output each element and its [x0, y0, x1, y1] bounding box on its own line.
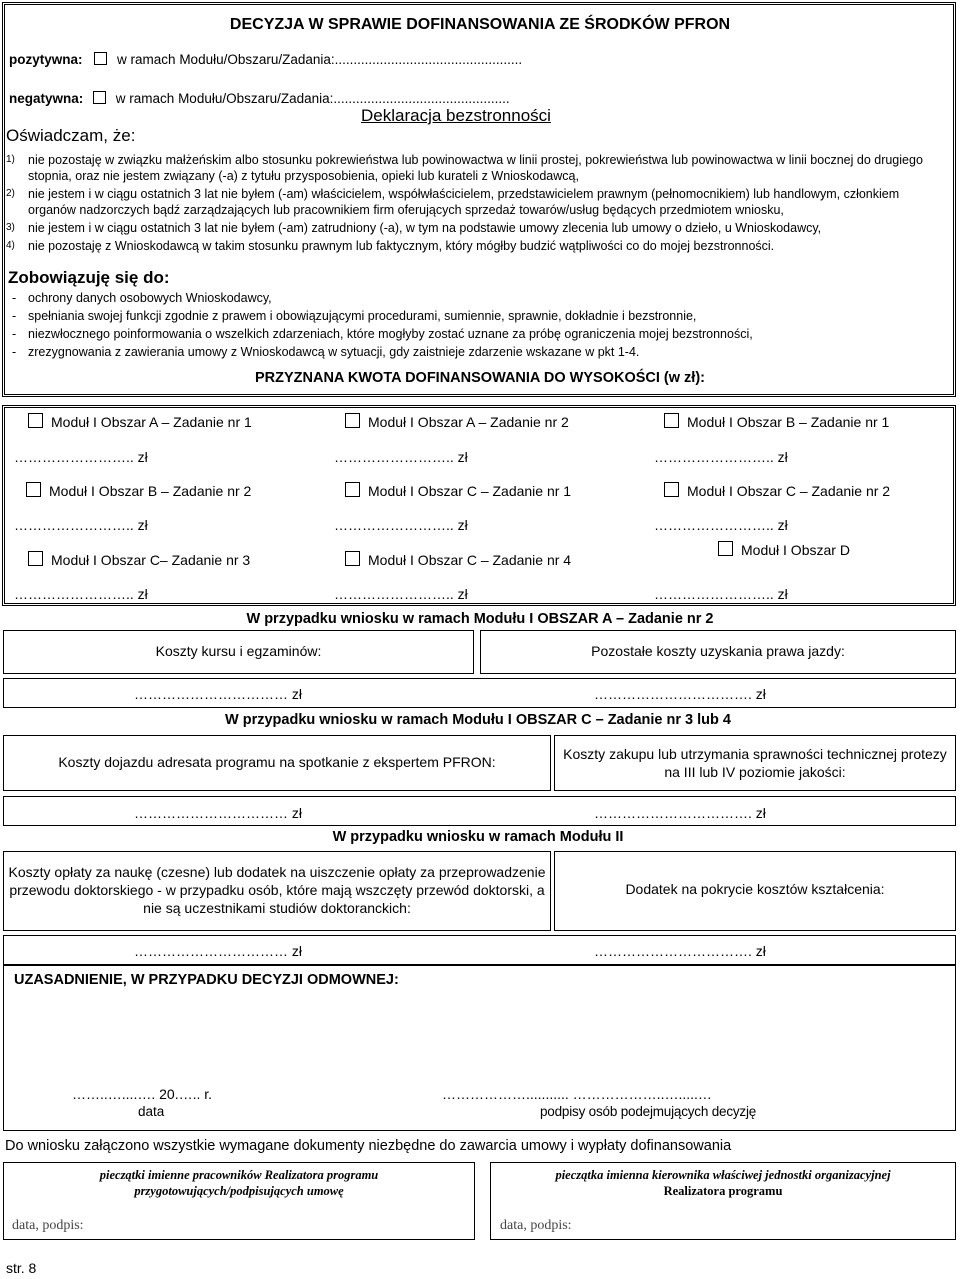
- negative-text: w ramach Modułu/Obszaru/Zadania:...............................................: [115, 91, 510, 106]
- declaration-intro: Oświadczam, że:: [6, 126, 136, 145]
- module-option[interactable]: Moduł I Obszar D: [718, 541, 850, 558]
- left-stamp-label-2: przygotowujących/podpisujących umowę: [134, 1184, 344, 1198]
- module-checkbox[interactable]: [28, 413, 43, 428]
- section-m2-left-amount[interactable]: …………………………… zł: [134, 943, 302, 959]
- module-option[interactable]: Moduł I Obszar A – Zadanie nr 2: [345, 413, 569, 430]
- negative-label: negatywna:: [9, 91, 84, 106]
- declaration-item: 2) nie jestem i w ciągu ostatnich 3 lat nie byłem (-am) właścicielem, współwłaścicielem, przedstawicielem prawnym (pełnomocnikiem) lub handlowym, członkiem organów nadzorczych bądź zarządzających lub pracownikiem firm oferujących sprzedaż towarów/usług będących przedmiotem wniosku,: [6, 187, 900, 217]
- obligation-item: - niezwłocznego poinformowania o wszelkich zdarzeniach, które mogłyby zostać uznane za próbę ograniczenia mojej bezstronności,: [6, 325, 950, 343]
- module-option[interactable]: Moduł I Obszar B – Zadanie nr 2: [26, 482, 251, 499]
- sign-date-label: data: [138, 1104, 165, 1119]
- positive-checkbox[interactable]: [94, 52, 107, 65]
- module-checkbox[interactable]: [664, 413, 679, 428]
- decision-negative-row: [9, 91, 510, 106]
- page-number: str. 8: [6, 1260, 37, 1276]
- section-c3-right-label: Koszty zakupu lub utrzymania sprawności technicznej protezy na III lub IV poziomie jakości:: [563, 746, 947, 780]
- module-amount[interactable]: …………………….. zł: [654, 517, 788, 533]
- sign-date-line[interactable]: ……..…....…. 20.….. r.: [72, 1086, 213, 1102]
- obligation-item: - zrezygnowania z zawierania umowy z Wnioskodawcą w sytuacji, gdy zaistnieje zdarzenie wskazane w pkt 1-4.: [6, 343, 950, 361]
- section-a2-left-label: Koszty kursu i egzaminów:: [155, 643, 322, 659]
- module-amount[interactable]: …………………….. zł: [654, 449, 788, 465]
- sign-signature-line[interactable]: ………………........... ………………..….....…: [442, 1086, 712, 1102]
- module-checkbox[interactable]: [345, 482, 360, 497]
- positive-label: pozytywna:: [9, 52, 83, 67]
- module-checkbox[interactable]: [718, 541, 733, 556]
- module-grid-box: [2, 405, 956, 606]
- negative-checkbox[interactable]: [93, 91, 106, 104]
- module-checkbox[interactable]: [345, 551, 360, 566]
- section-m2-right-amount[interactable]: ……………………………. zł: [594, 943, 766, 959]
- module-option[interactable]: Moduł I Obszar A – Zadanie nr 1: [28, 413, 252, 430]
- right-date-sign-label: data, podpis:: [500, 1218, 572, 1233]
- left-stamp-label-1: pieczątki imienne pracowników Realizatora programu: [99, 1168, 379, 1182]
- module-amount[interactable]: …………………….. zł: [14, 449, 148, 465]
- obligation-title: Zobowiązuję się do:: [8, 268, 170, 287]
- section-a2-right-label: Pozostałe koszty uzyskania prawa jazdy:: [591, 643, 845, 659]
- module-amount[interactable]: …………………….. zł: [334, 586, 468, 602]
- declaration-item: 3) nie jestem i w ciągu ostatnich 3 lat nie byłem (-am) zatrudniony (-a), w tym na podstawie umowy zlecenia lub umowy o dzieło, u Wnioskodawcy,: [6, 221, 822, 235]
- module-amount[interactable]: …………………….. zł: [14, 586, 148, 602]
- module-option[interactable]: Moduł I Obszar C– Zadanie nr 3: [28, 551, 250, 568]
- declaration-title: Deklaracja bezstronności: [361, 106, 551, 125]
- module-option[interactable]: Moduł I Obszar C – Zadanie nr 4: [345, 551, 571, 568]
- declaration-list: [6, 152, 950, 254]
- declaration-item: 4) nie pozostaję z Wnioskodawcą w takim stosunku prawnym lub faktycznym, który mógłby budzić wątpliwości co do mojej bezstronności.: [6, 239, 775, 253]
- module-checkbox[interactable]: [26, 482, 41, 497]
- attached-documents-statement: Do wniosku załączono wszystkie wymagane dokumenty niezbędne do zawarcia umowy i wypłaty dofinansowania: [5, 1138, 732, 1154]
- justification-title: UZASADNIENIE, W PRZYPADKU DECYZJI ODMOWNEJ:: [14, 972, 399, 988]
- section-m2-title: W przypadku wniosku w ramach Modułu II: [332, 829, 624, 845]
- decision-title: DECYZJA W SPRAWIE DOFINANSOWANIA ZE ŚRODKÓW PFRON: [229, 16, 731, 33]
- sign-signature-label: podpisy osób podejmujących decyzję: [540, 1104, 757, 1119]
- module-amount[interactable]: …………………….. zł: [14, 517, 148, 533]
- obligation-item: - ochrony danych osobowych Wnioskodawcy,: [6, 289, 950, 307]
- module-option[interactable]: Moduł I Obszar B – Zadanie nr 1: [664, 413, 889, 430]
- left-date-sign-label: data, podpis:: [12, 1218, 84, 1233]
- module-checkbox[interactable]: [28, 551, 43, 566]
- module-checkbox[interactable]: [345, 413, 360, 428]
- section-a2-title: W przypadku wniosku w ramach Modułu I OBSZAR A – Zadanie nr 2: [246, 611, 714, 627]
- obligation-list: [6, 289, 950, 361]
- module-option[interactable]: Moduł I Obszar C – Zadanie nr 2: [664, 482, 890, 499]
- right-stamp-label-2: Realizatora programu: [663, 1184, 783, 1198]
- obligation-item: - spełniania swojej funkcji zgodnie z prawem i obowiązującymi procedurami, sumiennie, sprawnie, dokładnie i bezstronnie,: [6, 307, 950, 325]
- module-amount[interactable]: …………………….. zł: [334, 449, 468, 465]
- decision-positive-row: [9, 52, 522, 67]
- module-amount[interactable]: …………………….. zł: [334, 517, 468, 533]
- section-c3-left-amount[interactable]: …………………………… zł: [134, 805, 302, 821]
- module-option[interactable]: Moduł I Obszar C – Zadanie nr 1: [345, 482, 571, 499]
- section-c3-left-label: Koszty dojazdu adresata programu na spotkanie z ekspertem PFRON:: [58, 754, 496, 770]
- section-a2-right-amount[interactable]: ……………………………. zł: [594, 686, 766, 702]
- section-c3-right-amount[interactable]: ……………………………. zł: [594, 805, 766, 821]
- module-amount[interactable]: …………………….. zł: [654, 586, 788, 602]
- section-c3-title: W przypadku wniosku w ramach Modułu I OBSZAR C – Zadanie nr 3 lub 4: [225, 712, 731, 728]
- positive-text: w ramach Modułu/Obszaru/Zadania:..................................................: [117, 52, 523, 67]
- declaration-item: 1) nie pozostaję w związku małżeńskim albo stosunku pokrewieństwa lub powinowactwa w linii prostej, pokrewieństwa lub powinowactwa w linii bocznej do drugiego stopnia, oraz nie jestem związany (-a) z tytułu przysposobienia, opieki lub kurateli z Wnioskodawcą,: [6, 153, 923, 183]
- amount-section-title: PRZYZNANA KWOTA DOFINANSOWANIA DO WYSOKOŚCI (w zł):: [254, 370, 705, 386]
- section-m2-right-label: Dodatek na pokrycie kosztów kształcenia:: [625, 881, 885, 897]
- module-checkbox[interactable]: [664, 482, 679, 497]
- right-stamp-label-1: pieczątka imienna kierownika właściwej jednostki organizacyjnej: [555, 1168, 891, 1182]
- section-m2-left-label: Koszty opłaty za naukę (czesne) lub dodatek na uiszczenie opłaty za przeprowadzenie przewodu doktorskiego - w przypadku osób, które mają wszczęty przewód doktorski, a nie są uczestnikami studiów doktoranckich:: [8, 864, 546, 916]
- justification-text-area[interactable]: [14, 992, 944, 1072]
- section-a2-left-amount[interactable]: …………………………… zł: [134, 686, 302, 702]
